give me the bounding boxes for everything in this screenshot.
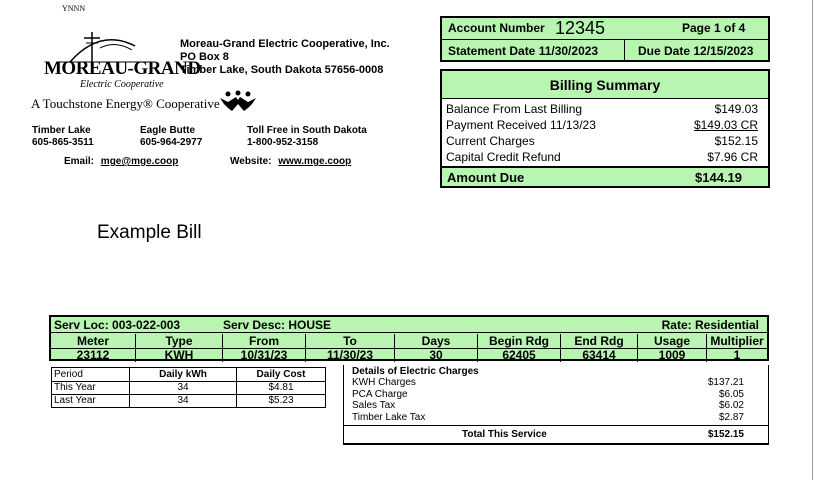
website-link[interactable]: www.mge.coop	[278, 156, 352, 167]
account-box	[440, 16, 770, 62]
charge-value: $137.21	[707, 377, 744, 388]
charge-value: $2.87	[718, 411, 744, 423]
meter-value-type: KWH	[136, 349, 223, 363]
charge-value: $6.02	[718, 400, 744, 411]
amount-due-label: Amount Due	[447, 170, 525, 185]
summary-row-balance	[446, 101, 764, 117]
meter-header-end-rdg: End Rdg	[561, 334, 638, 349]
meter-value-usage: 1009	[638, 349, 707, 363]
meter-header-from: From	[223, 334, 306, 349]
meter-value-row	[51, 349, 767, 363]
meter-header-type: Type	[136, 334, 223, 349]
charges-details	[343, 365, 769, 445]
toll-free-label: Toll Free in South Dakota	[247, 125, 367, 136]
service-location-value: 003-022-003	[112, 318, 181, 332]
usage-period: This Year	[52, 382, 130, 395]
service-description	[223, 317, 331, 333]
summary-row-current	[446, 133, 764, 149]
charge-label: Sales Tax	[352, 400, 396, 411]
company-po-box: PO Box 8	[180, 51, 229, 63]
charge-label: PCA Charge	[352, 388, 408, 400]
logo-sub-text: Electric Cooperative	[80, 79, 164, 90]
usage-row-this-year	[52, 382, 326, 395]
touchstone-people-icon	[218, 90, 258, 112]
service-details	[49, 315, 769, 361]
usage-header-row	[52, 368, 326, 382]
usage-header-cost: Daily Cost	[237, 368, 326, 382]
usage-kwh: 34	[130, 382, 237, 395]
website-label: Website:	[230, 156, 272, 167]
usage-kwh: 34	[130, 395, 237, 408]
summary-value: $7.96 CR	[707, 150, 758, 164]
summary-value: $152.15	[714, 134, 758, 148]
summary-label: Capital Credit Refund	[446, 150, 561, 164]
logo-main-text: MOREAU-GRAND	[44, 58, 201, 79]
office-name: Eagle Butte	[140, 125, 196, 136]
total-service-label: Total This Service	[462, 429, 547, 440]
service-location-label: Serv Loc:	[54, 318, 109, 332]
company-address-block	[180, 38, 390, 77]
service-location	[54, 317, 180, 333]
meter-value-meter: 23112	[51, 349, 136, 363]
meter-header-begin-rdg: Begin Rdg	[478, 334, 561, 349]
amount-due-value: $144.19	[695, 170, 742, 185]
due-date: Due Date 12/15/2023	[638, 44, 754, 58]
office-phone: 605-865-3511	[32, 137, 94, 148]
charge-row-pca	[352, 389, 744, 401]
meter-header-meter: Meter	[51, 334, 136, 349]
meter-value-begin-rdg: 62405	[478, 349, 561, 363]
company-city: Timber Lake, South Dakota 57656-0008	[180, 64, 384, 76]
meter-header-row	[51, 334, 767, 349]
toll-free-phone: 1-800-952-3158	[247, 137, 319, 148]
meter-header-multiplier: Multiplier	[707, 334, 768, 349]
meter-header-days: Days	[395, 334, 478, 349]
meter-value-from: 10/31/23	[223, 349, 306, 363]
usage-period: Last Year	[52, 395, 130, 408]
usage-cost: $5.23	[237, 395, 326, 408]
summary-value: $149.03 CR	[693, 118, 758, 132]
summary-label: Payment Received 11/13/23	[446, 118, 596, 132]
email-label: Email:	[64, 156, 95, 167]
account-number-label: Account Number	[448, 21, 545, 35]
meter-header-to: To	[306, 334, 395, 349]
billing-summary	[440, 69, 770, 188]
office-timber-lake	[32, 125, 94, 149]
summary-value: $149.03	[714, 102, 758, 116]
charges-rows	[352, 377, 744, 423]
usage-cost: $4.81	[237, 382, 326, 395]
account-number: 12345	[555, 18, 606, 38]
meter-value-to: 11/30/23	[306, 349, 395, 363]
tagline: A Touchstone Energy® Cooperative	[31, 96, 220, 111]
meter-value-days: 30	[395, 349, 478, 363]
amount-due-row	[442, 166, 768, 186]
meter-header-usage: Usage	[638, 334, 707, 349]
charges-title: Details of Electric Charges	[352, 366, 479, 377]
service-header-row	[51, 317, 767, 333]
service-description-label: Serv Desc:	[223, 318, 286, 332]
total-service-row	[344, 425, 768, 443]
usage-row-last-year	[52, 395, 326, 408]
charge-label: KWH Charges	[352, 377, 416, 388]
charge-row-kwh	[352, 377, 744, 389]
summary-row-capital-credit	[446, 149, 764, 165]
office-phone: 605-964-2977	[140, 137, 203, 148]
meter-value-multiplier: 1	[733, 348, 741, 362]
usage-header-period: Period	[52, 368, 130, 382]
summary-label: Current Charges	[446, 134, 535, 148]
email-link[interactable]: mge@mge.coop	[100, 156, 179, 167]
office-name: Timber Lake	[32, 125, 91, 136]
meter-table	[51, 334, 767, 362]
charge-label: Timber Lake Tax	[352, 411, 426, 423]
billing-summary-title: Billing Summary	[442, 71, 768, 99]
page-edge	[812, 0, 813, 480]
charge-row-timber-lake-tax	[352, 412, 744, 424]
office-eagle-butte	[140, 125, 202, 149]
billing-summary-rows	[446, 101, 764, 165]
corner-code: YNNN	[62, 4, 86, 13]
toll-free	[247, 125, 367, 149]
company-name: Moreau-Grand Electric Cooperative, Inc.	[180, 38, 390, 50]
website-line	[230, 156, 351, 167]
statement-date: Statement Date 11/30/2023	[448, 44, 599, 58]
summary-label: Balance From Last Billing	[446, 102, 583, 116]
service-description-value: HOUSE	[288, 318, 332, 332]
total-service-value: $152.15	[707, 429, 744, 440]
service-rate: Rate: Residential	[661, 318, 759, 332]
meter-value-end-rdg: 63414	[561, 349, 638, 363]
usage-header-kwh: Daily kWh	[130, 368, 237, 382]
email-line	[64, 156, 178, 167]
page-indicator: Page 1 of 4	[682, 21, 746, 35]
example-bill-label: Example Bill	[97, 222, 202, 243]
charge-value: $6.05	[718, 388, 744, 400]
usage-comparison-table	[51, 367, 326, 408]
company-logo	[40, 26, 201, 92]
summary-row-payment	[446, 117, 764, 133]
charge-row-sales-tax	[352, 400, 744, 412]
